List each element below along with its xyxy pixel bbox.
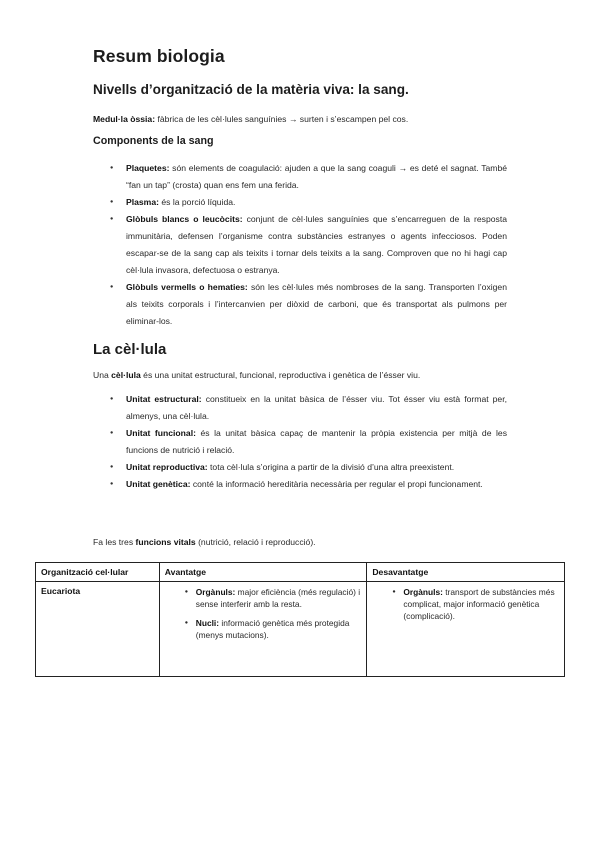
marrow-paragraph xyxy=(93,112,408,127)
item-term: Unitat estructural: xyxy=(126,394,202,404)
list-item xyxy=(110,194,507,211)
table-row xyxy=(36,582,565,677)
list-item xyxy=(110,459,507,476)
advantages-list xyxy=(165,586,362,641)
item-text: constitueix en la unitat bàsica de l’ésser viu. Tot ésser viu està format per, almenys, una cèl·lula. xyxy=(126,394,507,421)
item-term: Unitat funcional: xyxy=(126,428,196,438)
list-item xyxy=(110,211,507,279)
intro-post: és una unitat estructural, funcional, reproductiva i genètica de l’ésser viu. xyxy=(140,370,421,380)
item-text: tota cèl·lula s’origina a partir de la divisió d’una altra preexistent. xyxy=(207,462,455,472)
list-item xyxy=(392,586,559,622)
list-item xyxy=(110,425,507,459)
table-cell-name xyxy=(36,582,160,677)
list-item xyxy=(185,617,362,641)
section-heading-blood: Nivells d’organització de la matèria viva: la sang. xyxy=(93,82,409,97)
item-text: és la unitat bàsica capaç de mantenir la pròpia existencia per mitjà de les funcions de nutrició i relació. xyxy=(126,428,507,455)
list-item xyxy=(110,279,507,330)
blood-components-list xyxy=(110,160,507,330)
item-term: Glòbuls blancs o leucòcits: xyxy=(126,214,243,224)
components-heading: Components de la sang xyxy=(93,135,214,147)
cell-intro-paragraph xyxy=(93,368,420,383)
cell-organization-table xyxy=(35,562,565,677)
item-term: Nucli: xyxy=(195,618,220,628)
item-text: és la porció líquida. xyxy=(158,197,236,207)
item-text: transport de substàncies més complicat, major informació genètica (complicació). xyxy=(403,587,555,621)
list-item xyxy=(110,160,507,194)
marrow-term: Medul·la òssia: xyxy=(93,114,156,124)
intro-pre: Una xyxy=(93,370,112,380)
table-header: Desavantatge xyxy=(367,563,565,582)
item-text: major eficiència (més regulació) i sense interferir amb la resta. xyxy=(195,587,361,609)
item-term: Unitat reproductiva: xyxy=(126,462,208,472)
functions-pre: Fa les tres xyxy=(93,537,136,547)
item-term: Glòbuls vermells o hematies: xyxy=(126,282,248,292)
list-item xyxy=(110,476,507,493)
item-text: són les cèl·lules més nombroses de la sang. Transporten l’oxigen als teixits corporals i l’intercanvien per diòxid de carboni, que és transportat als pulmons per eliminar-los. xyxy=(126,282,507,326)
functions-post: (nutrició, relació i reproducció). xyxy=(195,537,316,547)
item-text: són elements de coagulació: ajuden a que la sang coaguli → es deté el sagnat. També “fan un tap” (crosta) quan ens fem una ferida. xyxy=(126,163,507,190)
marrow-text: fàbrica de les cèl·lules sanguínies → surten i s’escampen pel cos. xyxy=(155,114,409,124)
table-header: Avantatge xyxy=(159,563,367,582)
disadvantages-list xyxy=(372,586,559,622)
item-term: Orgànuls: xyxy=(403,587,443,597)
item-term: Plasma: xyxy=(126,197,159,207)
item-term: Plaquetes: xyxy=(126,163,170,173)
item-text: conjunt de cèl·lules sanguínies que s’encarreguen de la resposta immunitària, defensen l’organisme contra substàncies estranyes o agents infecciosos. Poden escapar-se de la sang cap als teixits i tornar dels teixits a la sang. Comproven que no hi hagi cap cèl·lula invasora, defectuosa o estranya. xyxy=(126,214,507,275)
table-header: Organització cel·lular xyxy=(36,563,160,582)
item-term: Orgànuls: xyxy=(195,587,236,597)
table-header-row xyxy=(36,563,565,582)
intro-term: cèl·lula xyxy=(111,370,141,380)
cell-units-list xyxy=(110,391,507,493)
section-heading-cell: La cèl·lula xyxy=(93,341,167,358)
list-item xyxy=(185,586,362,610)
item-text: informació genètica més protegida (menys mutacions). xyxy=(195,618,350,640)
vital-functions-paragraph xyxy=(93,535,316,550)
item-text: conté la informació hereditària necessària per regular el propi funcionament. xyxy=(190,479,483,489)
document-title: Resum biologia xyxy=(93,46,225,66)
item-term: Unitat genètica: xyxy=(126,479,191,489)
table-cell-disadvantages xyxy=(367,582,565,677)
list-item xyxy=(110,391,507,425)
table-cell-advantages xyxy=(159,582,367,677)
functions-term: funcions vitals xyxy=(135,537,196,547)
cell-type-name: Eucariota xyxy=(41,586,81,596)
